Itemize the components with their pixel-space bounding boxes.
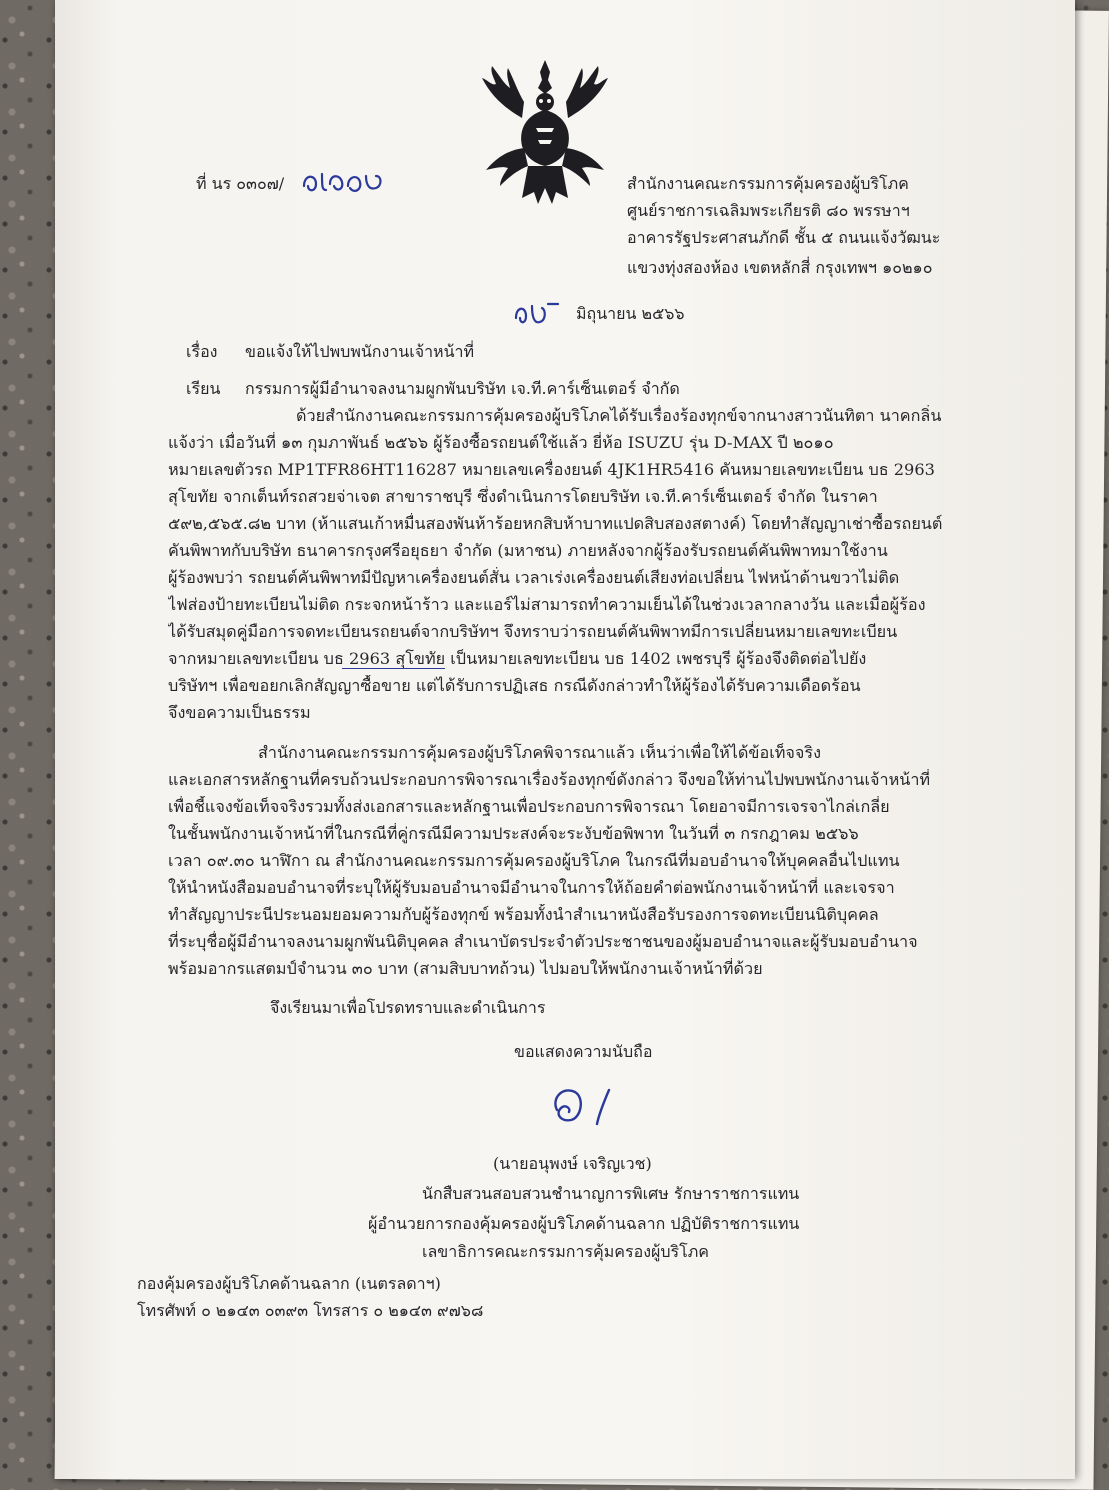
paragraph2-line: ที่ระบุชื่อผู้มีอำนาจลงนามผูกพันนิติบุคคล สำเนาบัตรประจำตัวประชาชนของผู้มอบอำนาจและผู้รับมอบอำนาจ	[168, 932, 918, 951]
signatory-position-3: เลขาธิการคณะกรรมการคุ้มครองผู้บริโภค	[422, 1242, 709, 1261]
paragraph2-line: สำนักงานคณะกรรมการคุ้มครองผู้บริโภคพิจารณาแล้ว เห็นว่าเพื่อให้ได้ข้อเท็จจริง	[258, 743, 821, 762]
reference-label: ที่ นร ๐๓๐๗/	[196, 174, 285, 193]
footer-division: กองคุ้มครองผู้บริโภคด้านฉลาก (เนตรลดาฯ)	[137, 1274, 441, 1293]
recipient-text: กรรมการผู้มีอำนาจลงนามผูกพันบริษัท เจ.ที.คาร์เซ็นเตอร์ จำกัด	[245, 379, 680, 398]
closing-regards: ขอแสดงความนับถือ	[514, 1042, 653, 1061]
paragraph1-line: ได้รับสมุดคู่มือการจดทะเบียนรถยนต์จากบริษัทฯ จึงทราบว่ารถยนต์คันพิพาทมีการเปลี่ยนหมายเลขทะเบียน	[168, 622, 898, 641]
paragraph1-line: ผู้ร้องพบว่า รถยนต์คันพิพาทมีปัญหาเครื่องยนต์สั่น เวลาเร่งเครื่องยนต์เสียงท่อเปลี่ยน ไฟหน้าด้านขวาไม่ติด	[168, 568, 900, 587]
handwritten-reference-number	[300, 164, 386, 198]
handwritten-signature	[545, 1080, 635, 1130]
signatory-name: (นายอนุพงษ์ เจริญเวช)	[493, 1154, 652, 1173]
closing-request: จึงเรียนมาเพื่อโปรดทราบและดำเนินการ	[270, 998, 546, 1017]
address-line-1: ศูนย์ราชการเฉลิมพระเกียรติ ๘๐ พรรษาฯ	[627, 201, 910, 220]
address-line-2: อาคารรัฐประศาสนภักดี ชั้น ๕ ถนนแจ้งวัฒนะ	[627, 228, 941, 247]
handwritten-day	[512, 296, 564, 330]
date-month-year: มิถุนายน ๒๕๖๖	[576, 304, 685, 323]
subject-label: เรื่อง	[186, 342, 218, 361]
signatory-position-2: ผู้อำนวยการกองคุ้มครองผู้บริโภคด้านฉลาก ปฏิบัติราชการแทน	[368, 1214, 800, 1233]
paragraph1-line: บริษัทฯ เพื่อขอยกเลิกสัญญาซื้อขาย แต่ได้รับการปฏิเสธ กรณีดังกล่าวทำให้ผู้ร้องได้รับความเดือดร้อน	[168, 676, 861, 695]
paragraph1-line: ด้วยสำนักงานคณะกรรมการคุ้มครองผู้บริโภคได้รับเรื่องร้องทุกข์จากนางสาวนันทิตา นาคกลิ่น	[296, 406, 942, 425]
footer-contact: โทรศัพท์ ๐ ๒๑๔๓ ๐๓๙๓ โทรสาร ๐ ๒๑๔๓ ๙๗๖๘	[137, 1301, 484, 1320]
recipient-label: เรียน	[186, 379, 221, 398]
paragraph2-line: พร้อมอากรแสตมป์จำนวน ๓๐ บาท (สามสิบบาทถ้วน) ไปมอบให้พนักงานเจ้าหน้าที่ด้วย	[168, 959, 763, 978]
paragraph2-line: เพื่อชี้แจงข้อเท็จจริงรวมทั้งส่งเอกสารและหลักฐานเพื่อประกอบการพิจารณา โดยอาจมีการเจรจาไกล่เกลี่ย	[168, 797, 890, 816]
paragraph1-line: ไฟส่องป้ายทะเบียนไม่ติด กระจกหน้าร้าว และแอร์ไม่สามารถทำความเย็นได้ในช่วงเวลากลางวัน และเมื่อผู้ร้อง	[168, 595, 926, 614]
paragraph1-line: จากหมายเลขทะเบียน บธ 2963 สุโขทัย เป็นหมายเลขทะเบียน บธ 1402 เพชรบุรี ผู้ร้องจึงติดต่อไปยัง	[168, 649, 867, 668]
paragraph2-line: ให้นำหนังสือมอบอำนาจที่ระบุให้ผู้รับมอบอำนาจมีอำนาจในการให้ถ้อยคำต่อพนักงานเจ้าหน้าที่ และเจรจา	[168, 878, 895, 897]
paragraph2-line: ในชั้นพนักงานเจ้าหน้าที่ในกรณีที่คู่กรณีมีความประสงค์จะระงับข้อพิพาท ในวันที่ ๓ กรกฎาคม ๒๕๖๖	[168, 824, 859, 843]
handwritten-underline	[342, 668, 445, 669]
paragraph1-line: จึงขอความเป็นธรรม	[168, 703, 311, 722]
agency-name: สำนักงานคณะกรรมการคุ้มครองผู้บริโภค	[627, 174, 909, 193]
garuda-emblem	[478, 58, 613, 208]
paragraph1-line: สุโขทัย จากเต็นท์รถสวยจ่าเจต สาขาราชบุรี ซึ่งดำเนินการโดยบริษัท เจ.ที.คาร์เซ็นเตอร์ จำกัด ในราคา	[168, 487, 878, 506]
signatory-position-1: นักสืบสวนสอบสวนชำนาญการพิเศษ รักษาราชการแทน	[422, 1184, 800, 1203]
paragraph1-line: คันพิพาทกับบริษัท ธนาคารกรุงศรีอยุธยา จำกัด (มหาชน) ภายหลังจากผู้ร้องรับรถยนต์คันพิพาทมาใช้งาน	[168, 541, 888, 560]
address-line-3: แขวงทุ่งสองห้อง เขตหลักสี่ กรุงเทพฯ ๑๐๒๑๐	[627, 258, 933, 277]
paragraph1-line: แจ้งว่า เมื่อวันที่ ๑๓ กุมภาพันธ์ ๒๕๖๖ ผู้ร้องซื้อรถยนต์ใช้แล้ว ยี่ห้อ ISUZU รุ่น D-MAX ปี ๒๐๑๐	[168, 433, 834, 452]
paragraph1-line: หมายเลขตัวรถ MP1TFR86HT116287 หมายเลขเครื่องยนต์ 4JK1HR5416 คันหมายเลขทะเบียน บธ 2963	[168, 460, 935, 479]
paragraph2-line: ทำสัญญาประนีประนอมยอมความกับผู้ร้องทุกข์ พร้อมทั้งนำสำเนาหนังสือรับรองการจดทะเบียนนิติบุคคล	[168, 905, 879, 924]
paragraph2-line: และเอกสารหลักฐานที่ครบถ้วนประกอบการพิจารณาเรื่องร้องทุกข์ดังกล่าว จึงขอให้ท่านไปพบพนักงานเจ้าหน้าที่	[168, 770, 931, 789]
paragraph1-line: ๕๙๒,๕๖๕.๘๒ บาท (ห้าแสนเก้าหมื่นสองพันห้าร้อยหกสิบห้าบาทแปดสิบสองสตางค์) โดยทำสัญญาเช่าซื้อรถยนต์	[168, 514, 943, 533]
subject-text: ขอแจ้งให้ไปพบพนักงานเจ้าหน้าที่	[245, 342, 475, 361]
paragraph2-line: เวลา ๐๙.๓๐ นาฬิกา ณ สำนักงานคณะกรรมการคุ้มครองผู้บริโภค ในกรณีที่มอบอำนาจให้บุคคลอื่นไปแทน	[168, 851, 900, 870]
